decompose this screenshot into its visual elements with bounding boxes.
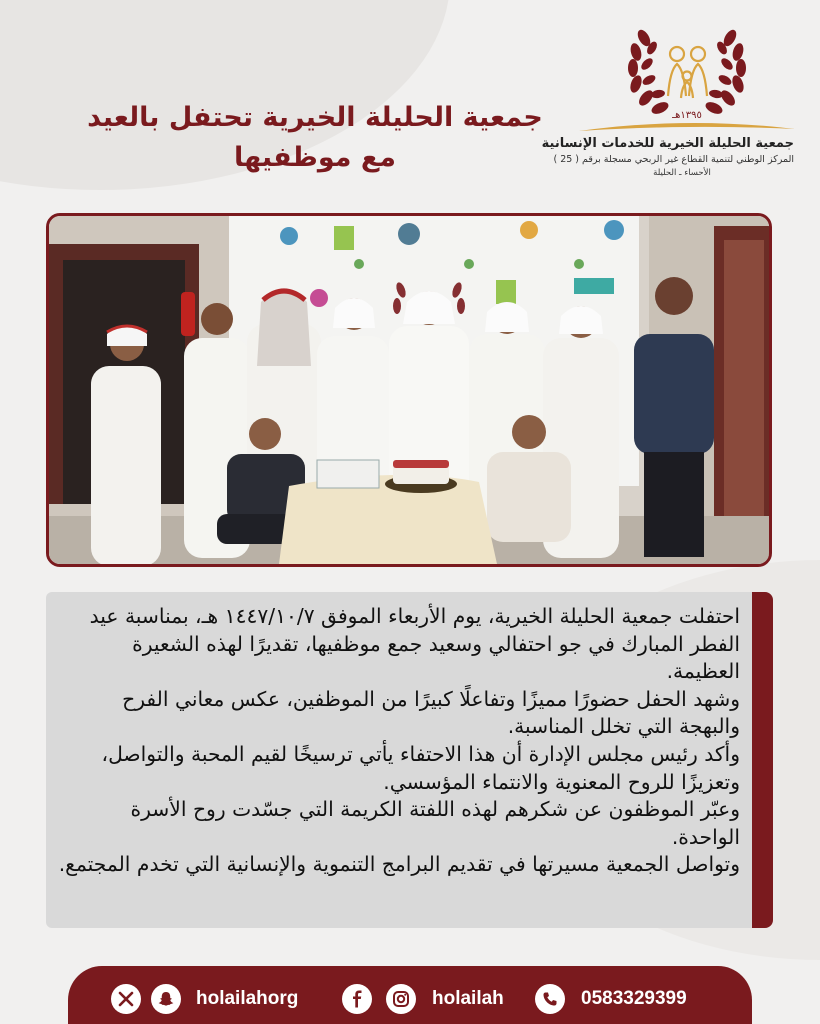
headline-line-2: مع موظفيها: [233, 142, 397, 173]
headline: [80, 98, 550, 178]
facebook-icon: [342, 984, 372, 1014]
article-paragraph: وشهد الحفل حضورًا مميزًا وتفاعلًا كبيرًا من الموظفين، عكس معاني الفرح والبهجة التي تخلل المناسبة.: [122, 686, 740, 739]
logo-registration: المركز الوطني لتنمية القطاع غير الربحي مسجلة برقم ( 25 ): [553, 154, 794, 165]
logo-founding-year: ١٣٩٥هـ: [672, 110, 702, 121]
article-paragraph: وأكد رئيس مجلس الإدارة أن هذا الاحتفاء يأتي ترسيخًا لقيم المحبة والتواصل، وتعزيزًا للروح المعنوية والانتماء المؤسسي.: [101, 741, 740, 794]
article-paragraph: وعبّر الموظفون عن شكرهم لهذه اللفتة الكريمة التي جسّدت روح الأسرة الواحدة.: [130, 797, 740, 849]
snapchat-icon: [151, 984, 181, 1014]
article-card-accent-bar: [752, 592, 773, 928]
handle-facebook-instagram[interactable]: [432, 984, 504, 1014]
phone-number[interactable]: [581, 984, 687, 1014]
logo-swoosh: [577, 120, 797, 134]
phone-icon: [535, 984, 565, 1014]
phone-link[interactable]: [535, 984, 565, 1014]
logo-location: الأحساء ـ الحليلة: [653, 168, 711, 178]
charity-logo: [541, 18, 802, 183]
laurel-wreath-emblem: [622, 18, 752, 118]
x-link[interactable]: [111, 984, 141, 1014]
phone-text: 0583329399: [581, 988, 687, 1009]
snapchat-link[interactable]: [151, 984, 181, 1014]
group-photo-illustration: [49, 216, 769, 564]
facebook-link[interactable]: [342, 984, 372, 1014]
handle-x-snapchat[interactable]: [196, 984, 298, 1014]
instagram-link[interactable]: [386, 984, 416, 1014]
instagram-icon: [386, 984, 416, 1014]
article-paragraph: وتواصل الجمعية مسيرتها في تقديم البرامج التنموية والإنسانية التي تخدم المجتمع.: [58, 852, 740, 877]
headline-line-1: جمعية الحليلة الخيرية تحتفل بالعيد: [87, 102, 543, 133]
x-icon: [111, 984, 141, 1014]
celebration-photo: [46, 213, 772, 567]
handle-text: holailahorg: [196, 988, 299, 1009]
article-body: [58, 603, 740, 879]
logo-org-name: جمعية الحليلة الخيرية للخدمات الإنسانية: [541, 136, 794, 151]
article-paragraph: احتفلت جمعية الحليلة الخيرية، يوم الأربعاء الموفق ١٤٤٧/١٠/٧ هـ، بمناسبة عيد الفطر المبارك في جو احتفالي وسعيد جمع موظفيها، تقديرًا لهذه الشعيرة العظيمة.: [89, 604, 740, 684]
handle-text: holailah: [432, 988, 504, 1009]
